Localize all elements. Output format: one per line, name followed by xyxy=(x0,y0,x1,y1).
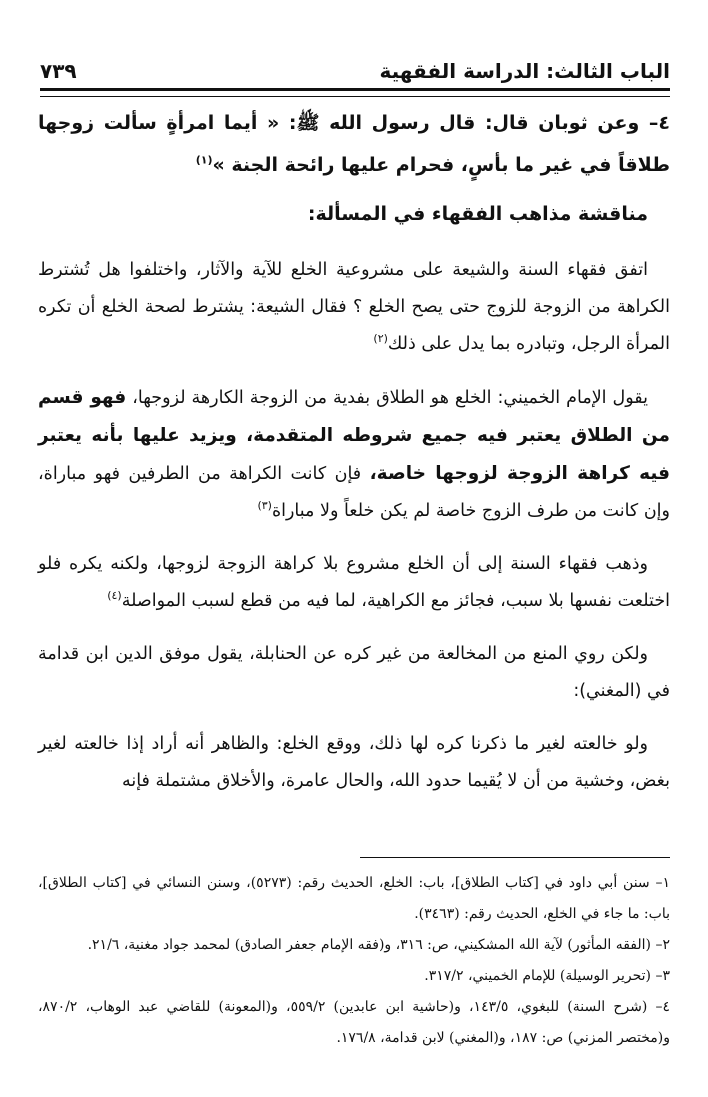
paragraph-text: اتفق فقهاء السنة والشيعة على مشروعية الخلع للآية والآثار، واختلفوا هل تُشترط الكراهة من الزوجة للزوج حتى يصح الخلع ؟ فقال الشيعة: يشترط لصحة الخلع أن تكره المرأة الرجل، وتبادره بما يدل على ذلك xyxy=(38,260,670,354)
footnote-item: ١– سنن أبي داود في [كتاب الطلاق]، باب: الخلع، الحديث رقم: (٥٢٧٣)، وسنن النسائي في [كتاب الطلاق]، باب: ما جاء في الخلع، الحديث رقم: (٣٤٦٣). xyxy=(38,875,670,922)
paragraph-text: ولو خالعته لغير ما ذكرنا كره لها ذلك، ووقع الخلع: والظاهر أنه أراد إذا خالعته لغير بغض، وخشية من أن لا يُقيما حدود الله، والحال عامرة، والأخلاق مشتملة فإنه xyxy=(38,734,670,791)
chapter-title: الباب الثالث: الدراسة الفقهية xyxy=(379,59,670,83)
bold-quote: فهو قسم من الطلاق يعتبر فيه جميع شروطه المتقدمة، ويزيد عليها بأنه يعتبر فيه كراهة الزوجة لزوجها خاصة، xyxy=(38,387,671,484)
footnote-ref: (٣) xyxy=(257,499,272,513)
paragraph-sunni xyxy=(38,546,670,620)
hadith-paragraph xyxy=(38,102,670,186)
paragraph-text: فإن كانت الكراهة من الطرفين فهو مباراة، وإن كانت من طرف الزوج خاصة لم يكن خلعاً ولا مباراة xyxy=(38,464,670,521)
hadith-text: ٤– وعن ثوبان قال: قال رسول الله ﷺ: « أيما امرأةٍ سألت زوجها طلاقاً في غير ما بأسٍ، فحرام عليها رائحة الجنة » xyxy=(38,112,670,176)
footnote-ref: (٢) xyxy=(373,332,388,346)
paragraph-quote xyxy=(38,726,670,800)
paragraph-hanbali xyxy=(38,636,670,710)
paragraph-text: يقول الإمام الخميني: الخلع هو الطلاق بفدية من الزوجة الكارهة لزوجها، xyxy=(132,388,648,408)
page-number: ٧٣٩ xyxy=(40,59,77,83)
body-text xyxy=(38,102,670,816)
header-rule xyxy=(40,88,670,97)
footnote-item: ٣– (تحرير الوسيلة) للإمام الخميني، ٣١٧/٢. xyxy=(424,968,670,984)
footnote-separator xyxy=(360,857,670,858)
footnote-ref: (١) xyxy=(195,153,213,167)
footnote-item: ٤– (شرح السنة) للبغوي، ١٤٣/٥، و(حاشية ابن عابدين) ٥٥٩/٢، و(المعونة) للقاضي عبد الوهاب، ٨٧٠/٢، و(مختصر المزني) ص: ١٨٧، و(المغني) لابن قدامة، ١٧٦/٨. xyxy=(38,999,670,1046)
running-header xyxy=(40,56,670,90)
footnote-item: ٢– (الفقه المأثور) لآية الله المشكيني، ص: ٣١٦، و(فقه الإمام جعفر الصادق) لمحمد جواد مغنية، ٢١/٦. xyxy=(87,937,670,953)
paragraph-text: ولكن روي المنع من المخالعة من غير كره عن الحنابلة، يقول موفق الدين ابن قدامة في (المغني): xyxy=(38,644,670,701)
footnote-ref: (٤) xyxy=(107,589,122,603)
paragraph-khomeini xyxy=(38,379,670,530)
paragraph-agreement xyxy=(38,252,670,363)
footnotes xyxy=(38,868,670,1054)
paragraph-text: وذهب فقهاء السنة إلى أن الخلع مشروع بلا كراهة الزوجة لزوجها، ولكنه يكره فلو اختلعت نفسها بلا سبب، فجائز مع الكراهية، لما فيه من قطع لسبب المواصلة xyxy=(38,554,670,611)
section-heading: مناقشة مذاهب الفقهاء في المسألة: xyxy=(307,203,648,225)
